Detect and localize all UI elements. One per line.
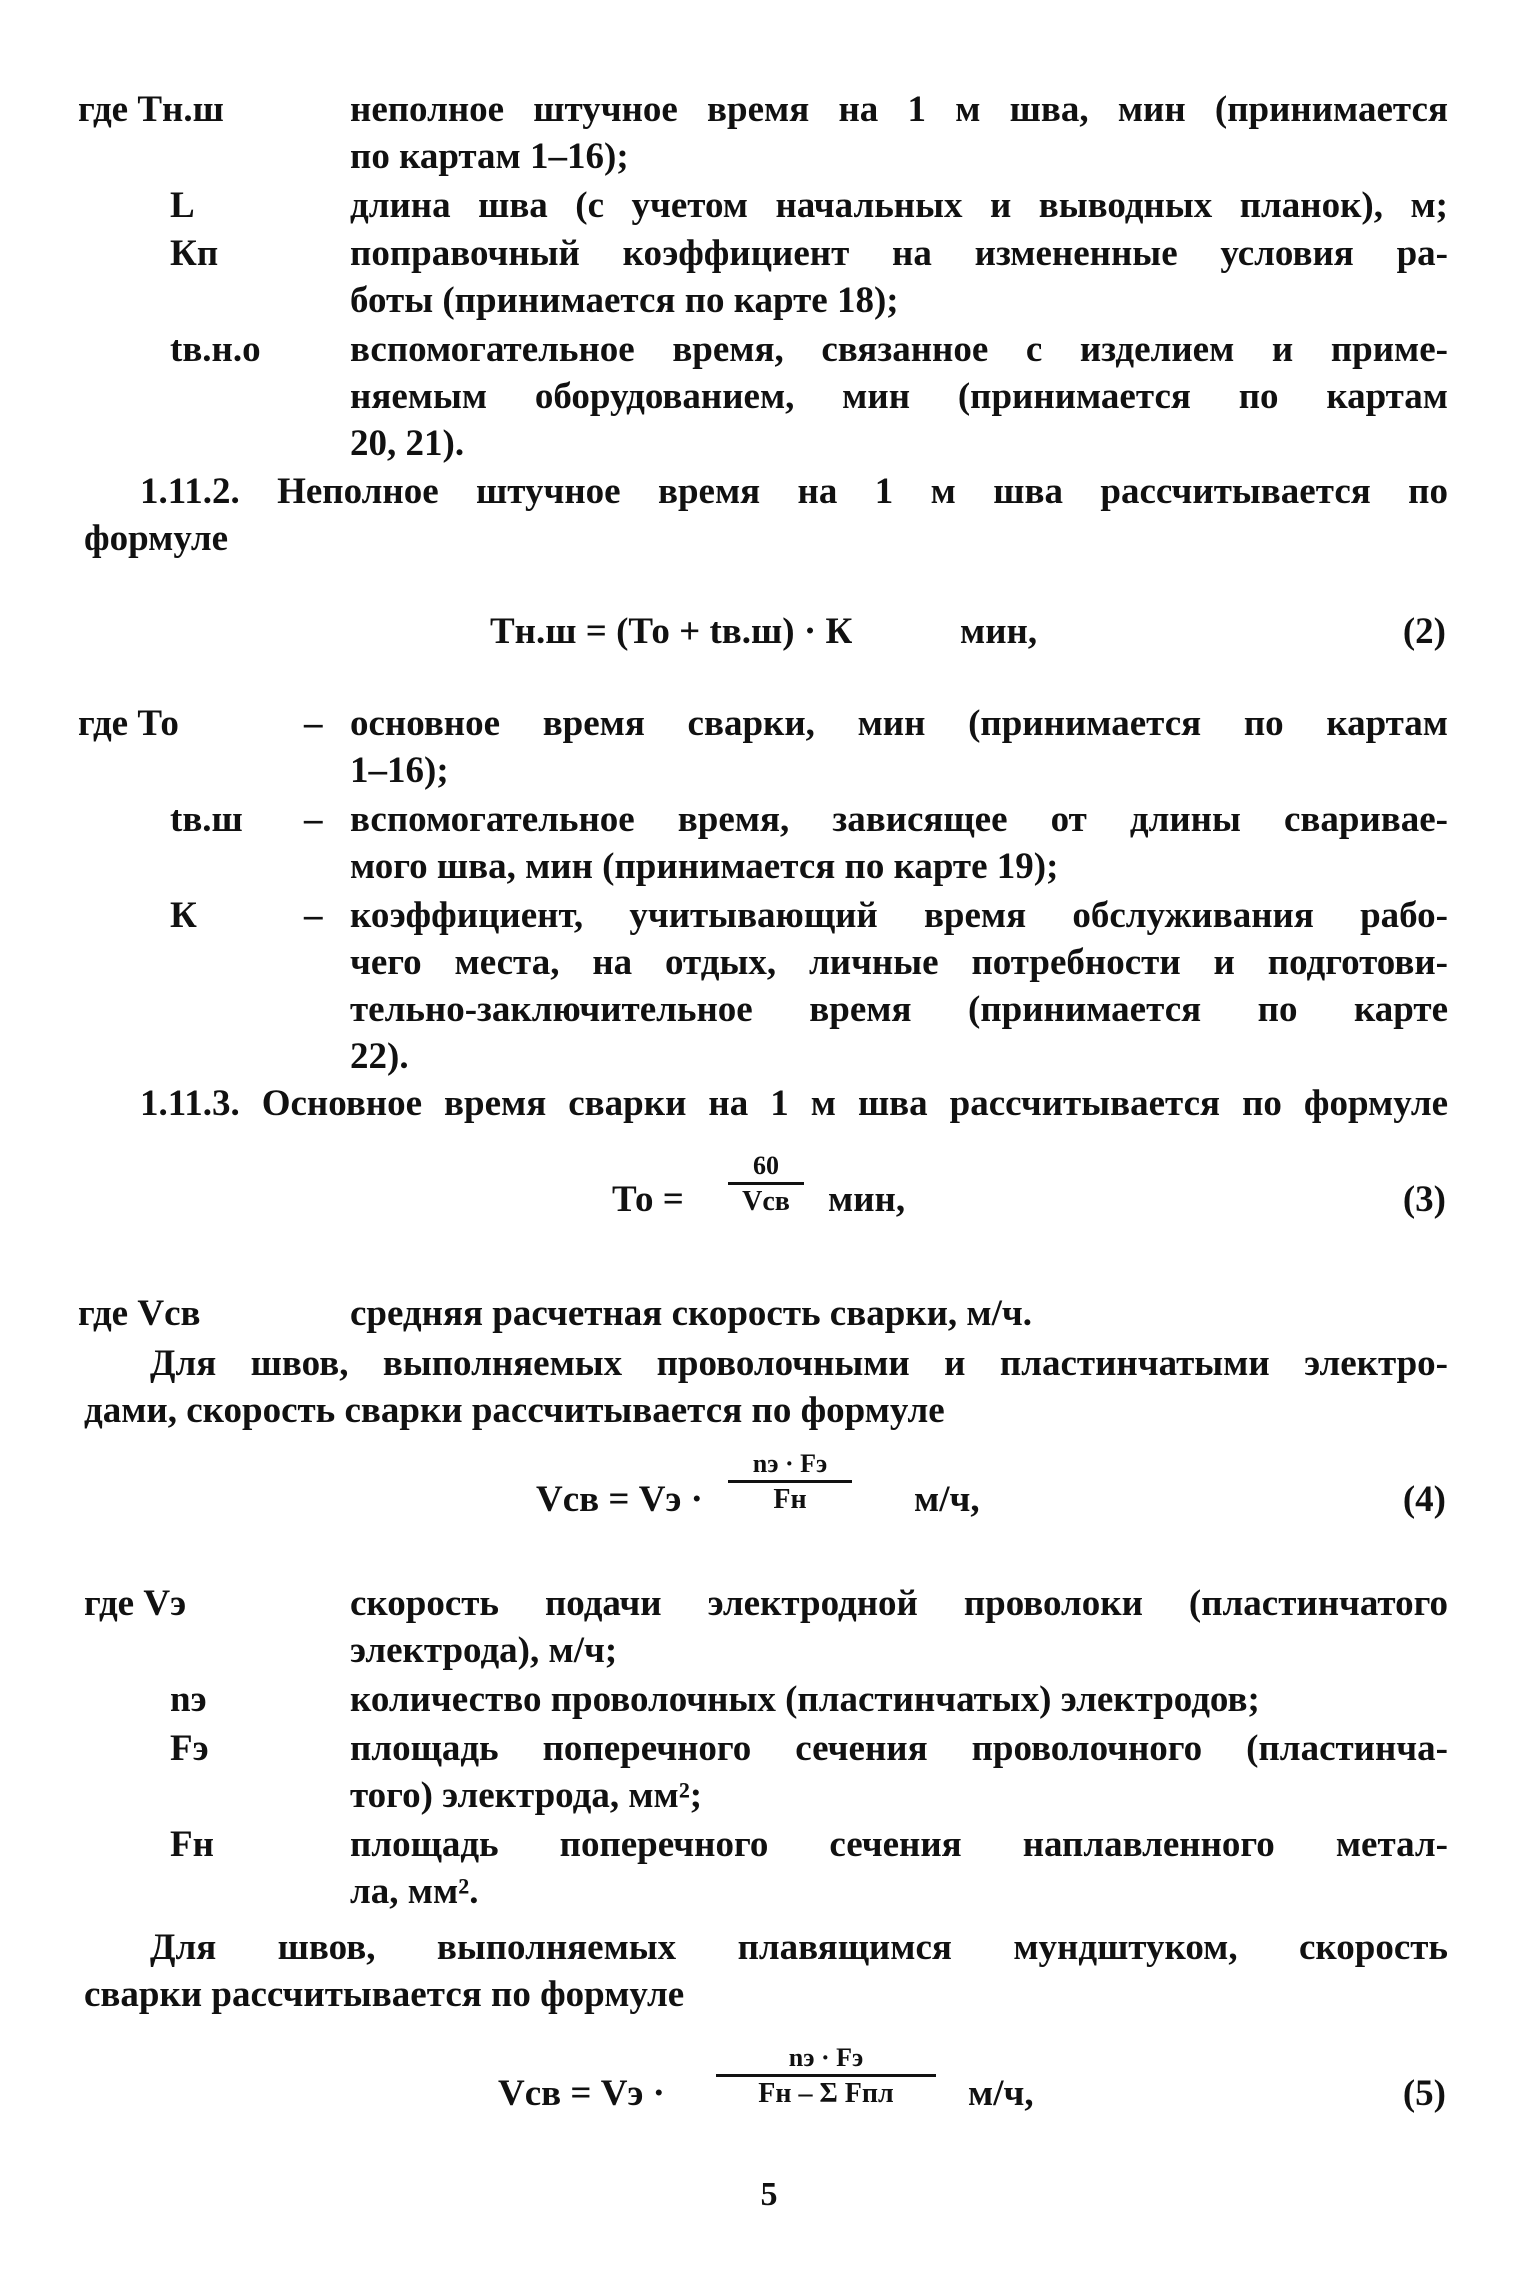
definition-ve-cont [0,1627,1538,1674]
formula-4-unit: м/ч, [914,1479,980,1520]
formula-2-number: (2) [1402,611,1446,652]
definition-k-cont1 [0,939,1538,986]
formula-5-unit: м/ч, [968,2073,1034,2114]
page-number: 5 [760,2176,778,2213]
definition-k [0,892,1538,939]
paragraph-mouthpiece-line2: сварки рассчитывается по формуле [84,1974,685,2015]
definition-label: Fн [170,1824,214,1865]
definition-kp-cont [0,277,1538,324]
definition-tnsh [0,86,1538,133]
fraction-denominator: Vсв [742,1186,790,1217]
definition-text: площадь поперечного сечения наплавленного метал- [350,1824,1448,1865]
formula-4-number: (4) [1402,1479,1446,1520]
formula-2 [490,610,852,653]
definition-label: где То [78,703,179,744]
paragraph-mouthpiece-line1: Для швов, выполняемых плавящимся мундштуком, скорость [150,1927,1448,1968]
definition-l [0,182,1538,229]
definition-fe [0,1725,1538,1772]
definition-text: средняя расчетная скорость сварки, м/ч. [350,1293,1033,1334]
definition-dash: – [304,895,323,936]
definition-dash: – [304,799,323,840]
definition-vsv [0,1290,1538,1337]
definition-label: tв.н.о [170,329,261,370]
formula-3-fraction [728,1150,804,1219]
definition-text: длина шва (с учетом начальных и выводных планок), м; [350,185,1448,226]
definition-tvno [0,326,1538,373]
definition-text: неполное штучное время на 1 м шва, мин (принимается [350,89,1448,130]
definition-k-cont2 [0,986,1538,1033]
definition-to-cont [0,747,1538,794]
paragraph-wire-line2: дами, скорость сварки рассчитывается по формуле [84,1390,945,1431]
definition-to [0,700,1538,747]
definition-k-cont3 [0,1033,1538,1080]
definition-tvsh [0,796,1538,843]
definition-tvno-cont1 [0,373,1538,420]
fraction-numerator: nэ · Fэ [788,2043,864,2072]
definition-text: тельно-заключительное время (принимается по карте [350,989,1448,1030]
formula-5-number: (5) [1402,2073,1446,2114]
definition-label: Кп [170,233,219,274]
definition-text: поправочный коэффициент на измененные условия ра- [350,233,1448,274]
definition-tvsh-cont [0,843,1538,890]
formula-4-lhs: Vсв = Vэ · [536,1479,704,1520]
definition-text: ла, мм². [350,1871,479,1912]
definition-label: где Vэ [84,1583,187,1624]
paragraph-1-11-2-line2: формуле [84,518,229,559]
definition-fn [0,1821,1538,1868]
formula-2-unit: мин, [960,611,1038,652]
definition-text: площадь поперечного сечения проволочного (пластинча- [350,1728,1448,1769]
definition-label: L [170,185,195,226]
formula-rhs: = (То + tв.ш) · К [585,611,853,652]
definition-label: где Vсв [78,1293,201,1334]
formula-3-lhs: То = [612,1179,684,1220]
definition-text: 22). [350,1036,409,1077]
definition-ve [0,1580,1538,1627]
definition-text: вспомогательное время, зависящее от длины сваривае- [350,799,1448,840]
fraction-numerator: 60 [753,1151,779,1180]
definition-text: по картам 1–16); [350,136,629,177]
definition-label: tв.ш [170,799,243,840]
definition-fe-cont [0,1772,1538,1819]
definition-text: вспомогательное время, связанное с изделием и приме- [350,329,1448,370]
definition-text: электрода), м/ч; [350,1630,618,1671]
formula-4-fraction [728,1448,852,1517]
definition-text: количество проволочных (пластинчатых) электродов; [350,1679,1260,1720]
formula-3-unit: мин, [828,1179,906,1220]
definition-label: К [170,895,197,936]
definition-label: Fэ [170,1728,209,1769]
formula-3-number: (3) [1402,1179,1446,1220]
formula-lhs: Тн.ш [490,611,577,652]
definition-text: мого шва, мин (принимается по карте 19); [350,846,1059,887]
definition-tvno-cont2 [0,420,1538,467]
definition-label: где Тн.ш [78,89,224,130]
definition-dash: – [304,703,323,744]
definition-text: основное время сварки, мин (принимается по картам [350,703,1448,744]
definition-text: того) электрода, мм²; [350,1775,703,1816]
fraction-denominator: Fн – Σ Fпл [758,2078,894,2109]
paragraph-1-11-3: 1.11.3. Основное время сварки на 1 м шва рассчитывается по формуле [140,1083,1448,1124]
definition-text: 20, 21). [350,423,465,464]
definition-text: скорость подачи электродной проволоки (пластинчатого [350,1583,1448,1624]
formula-5-fraction [716,2042,936,2111]
fraction-denominator: Fн [773,1484,807,1515]
definition-fn-cont [0,1868,1538,1915]
fraction-numerator: nэ · Fэ [752,1449,828,1478]
definition-text: няемым оборудованием, мин (принимается по картам [350,376,1448,417]
definition-tnsh-cont [0,133,1538,180]
paragraph-1-11-2-line1: 1.11.2. Неполное штучное время на 1 м шва рассчитывается по [140,471,1448,512]
definition-text: коэффициент, учитывающий время обслуживания рабо- [350,895,1448,936]
definition-label: nэ [170,1679,207,1720]
definition-text: чего места, на отдых, личные потребности и подготови- [350,942,1448,983]
paragraph-wire-line1: Для швов, выполняемых проволочными и пластинчатыми электро- [150,1343,1448,1384]
formula-5-lhs: Vсв = Vэ · [498,2073,666,2114]
definition-text: боты (принимается по карте 18); [350,280,899,321]
definition-text: 1–16); [350,750,449,791]
definition-ne [0,1676,1538,1723]
definition-kp [0,230,1538,277]
